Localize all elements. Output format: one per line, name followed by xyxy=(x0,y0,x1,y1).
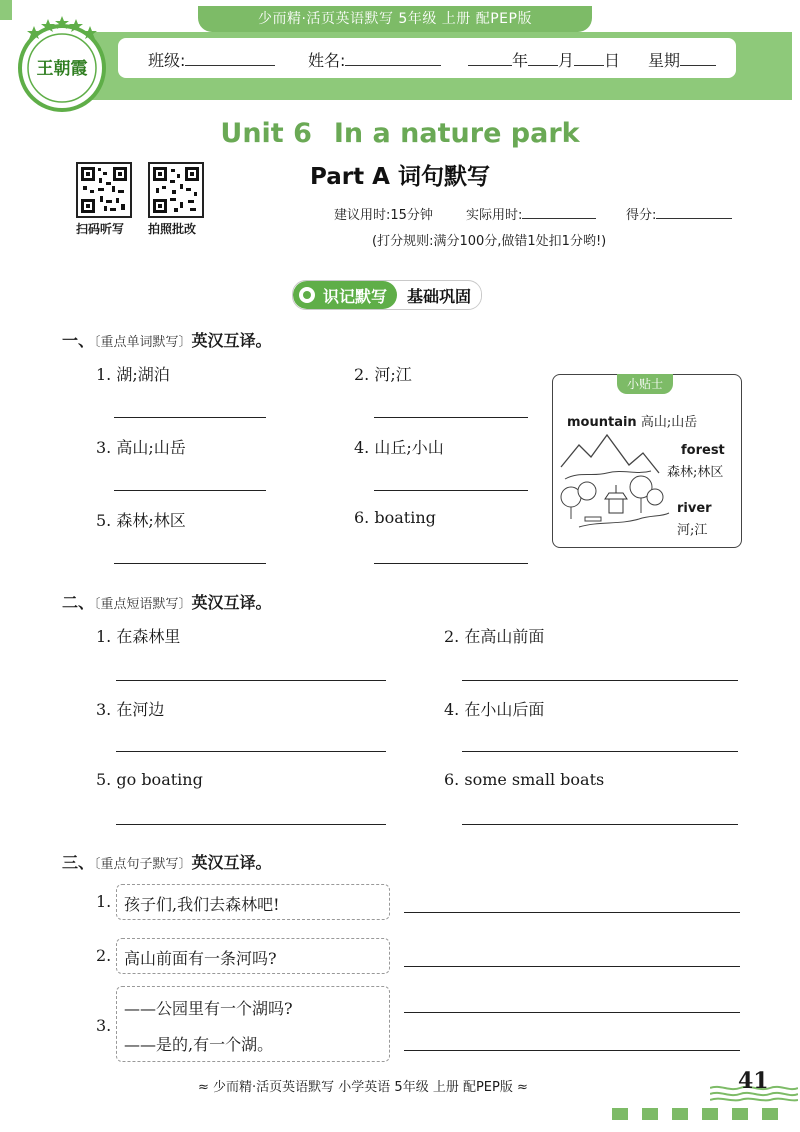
unit-title xyxy=(0,118,800,149)
qr-code-icon[interactable] xyxy=(148,162,204,218)
name-label: 姓名: xyxy=(308,51,346,70)
suggested-time: 建议用时:15分钟 xyxy=(334,208,433,223)
series-tab: 少而精·活页英语默写 5年级 上册 配PEP版 xyxy=(198,6,592,32)
date-field[interactable] xyxy=(468,48,620,71)
nature-park-illustration xyxy=(559,427,671,537)
class-label: 班级: xyxy=(148,51,186,70)
banner-left: 识记默写 xyxy=(323,286,388,306)
answer-line[interactable] xyxy=(404,966,740,967)
deco-block xyxy=(732,1108,748,1120)
s3-num-2: 2. xyxy=(96,946,112,965)
answer-line[interactable] xyxy=(114,417,266,418)
answer-line[interactable] xyxy=(462,680,738,681)
s3-num-1: 1. xyxy=(96,892,112,911)
day-label: 日 xyxy=(604,51,621,70)
tip-forest: forest xyxy=(681,443,725,458)
answer-line[interactable] xyxy=(462,751,738,752)
s2-item-4: 4. 在小山后面 xyxy=(444,700,545,719)
score-label: 得分: xyxy=(626,208,657,223)
section2-heading: 二、〔重点短语默写〕英汉互译。 xyxy=(62,593,272,612)
tip-forest-cn: 森林;林区 xyxy=(667,465,724,480)
answer-line[interactable] xyxy=(116,751,386,752)
answer-line[interactable] xyxy=(404,912,740,913)
answer-line[interactable] xyxy=(404,1050,740,1051)
answer-line[interactable] xyxy=(114,563,266,564)
s1-item-3: 3. 高山;山岳 xyxy=(96,438,186,457)
actual-time-field[interactable] xyxy=(466,204,596,223)
answer-line[interactable] xyxy=(374,417,528,418)
weekday-field[interactable] xyxy=(648,48,716,71)
s2-item-6: 6. some small boats xyxy=(444,770,605,789)
s2-item-3: 3. 在河边 xyxy=(96,700,165,719)
qr-code-icon[interactable] xyxy=(76,162,132,218)
score-field[interactable] xyxy=(626,204,732,223)
student-info-bar xyxy=(118,38,736,78)
tip-river: river xyxy=(677,501,712,516)
deco-block xyxy=(612,1108,628,1120)
weekday-label: 星期 xyxy=(648,51,681,70)
logo-text: 王朝霞 xyxy=(36,59,88,79)
unit-number: Unit 6 xyxy=(220,118,312,149)
answer-line[interactable] xyxy=(116,680,386,681)
tip-river-cn: 河;江 xyxy=(677,523,708,538)
qr-right-label: 拍照批改 xyxy=(148,222,197,236)
deco-block xyxy=(702,1108,718,1120)
deco-block xyxy=(672,1108,688,1120)
s2-item-5: 5. go boating xyxy=(96,770,203,789)
s3-sentence-3b: ——是的,有一个湖。 xyxy=(124,1035,274,1054)
class-field[interactable] xyxy=(148,48,275,71)
s1-item-4: 4. 山丘;小山 xyxy=(354,438,444,457)
answer-line[interactable] xyxy=(404,1012,740,1013)
s1-item-1: 1. 湖;湖泊 xyxy=(96,365,170,384)
section-banner xyxy=(292,280,482,310)
tip-head: 小贴士 xyxy=(617,374,673,394)
corner-strip xyxy=(0,0,12,20)
s2-item-2: 2. 在高山前面 xyxy=(444,627,545,646)
answer-line[interactable] xyxy=(116,824,386,825)
section1-heading: 一、〔重点单词默写〕英汉互译。 xyxy=(62,331,272,350)
name-field[interactable] xyxy=(308,48,441,71)
unit-name: In a nature park xyxy=(333,118,580,149)
s1-item-2: 2. 河;江 xyxy=(354,365,412,384)
s3-sentence-3a: ——公园里有一个湖吗? xyxy=(124,999,293,1018)
qr-left-label: 扫码听写 xyxy=(76,222,125,236)
actual-time-label: 实际用时: xyxy=(466,208,523,223)
month-label: 月 xyxy=(558,51,575,70)
tip-box xyxy=(552,374,742,548)
s1-item-6: 6. boating xyxy=(354,508,436,527)
s3-sentence-2: 高山前面有一条河吗? xyxy=(124,949,277,968)
banner-right: 基础巩固 xyxy=(397,284,481,307)
deco-block xyxy=(762,1108,778,1120)
s2-item-1: 1. 在森林里 xyxy=(96,627,181,646)
medal-icon xyxy=(299,287,315,303)
answer-line[interactable] xyxy=(462,824,738,825)
answer-line[interactable] xyxy=(114,490,266,491)
section3-heading: 三、〔重点句子默写〕英汉互译。 xyxy=(62,853,272,872)
page-number: 41 xyxy=(738,1068,769,1094)
tip-mountain: mountain 高山;山岳 xyxy=(567,415,698,430)
answer-line[interactable] xyxy=(374,490,528,491)
s1-item-5: 5. 森林;林区 xyxy=(96,511,186,530)
part-title: Part A 词句默写 xyxy=(310,164,490,190)
s3-num-3: 3. xyxy=(96,1016,112,1035)
s3-sentence-1: 孩子们,我们去森林吧! xyxy=(124,895,280,914)
deco-block xyxy=(642,1108,658,1120)
year-label: 年 xyxy=(512,51,529,70)
publisher-logo xyxy=(12,14,112,114)
answer-line[interactable] xyxy=(374,563,528,564)
scoring-rule: (打分规则:满分100分,做错1处扣1分哟!) xyxy=(372,234,607,249)
footer-text: ≈ 少而精·活页英语默写 小学英语 5年级 上册 配PEP版 ≈ xyxy=(198,1080,528,1095)
